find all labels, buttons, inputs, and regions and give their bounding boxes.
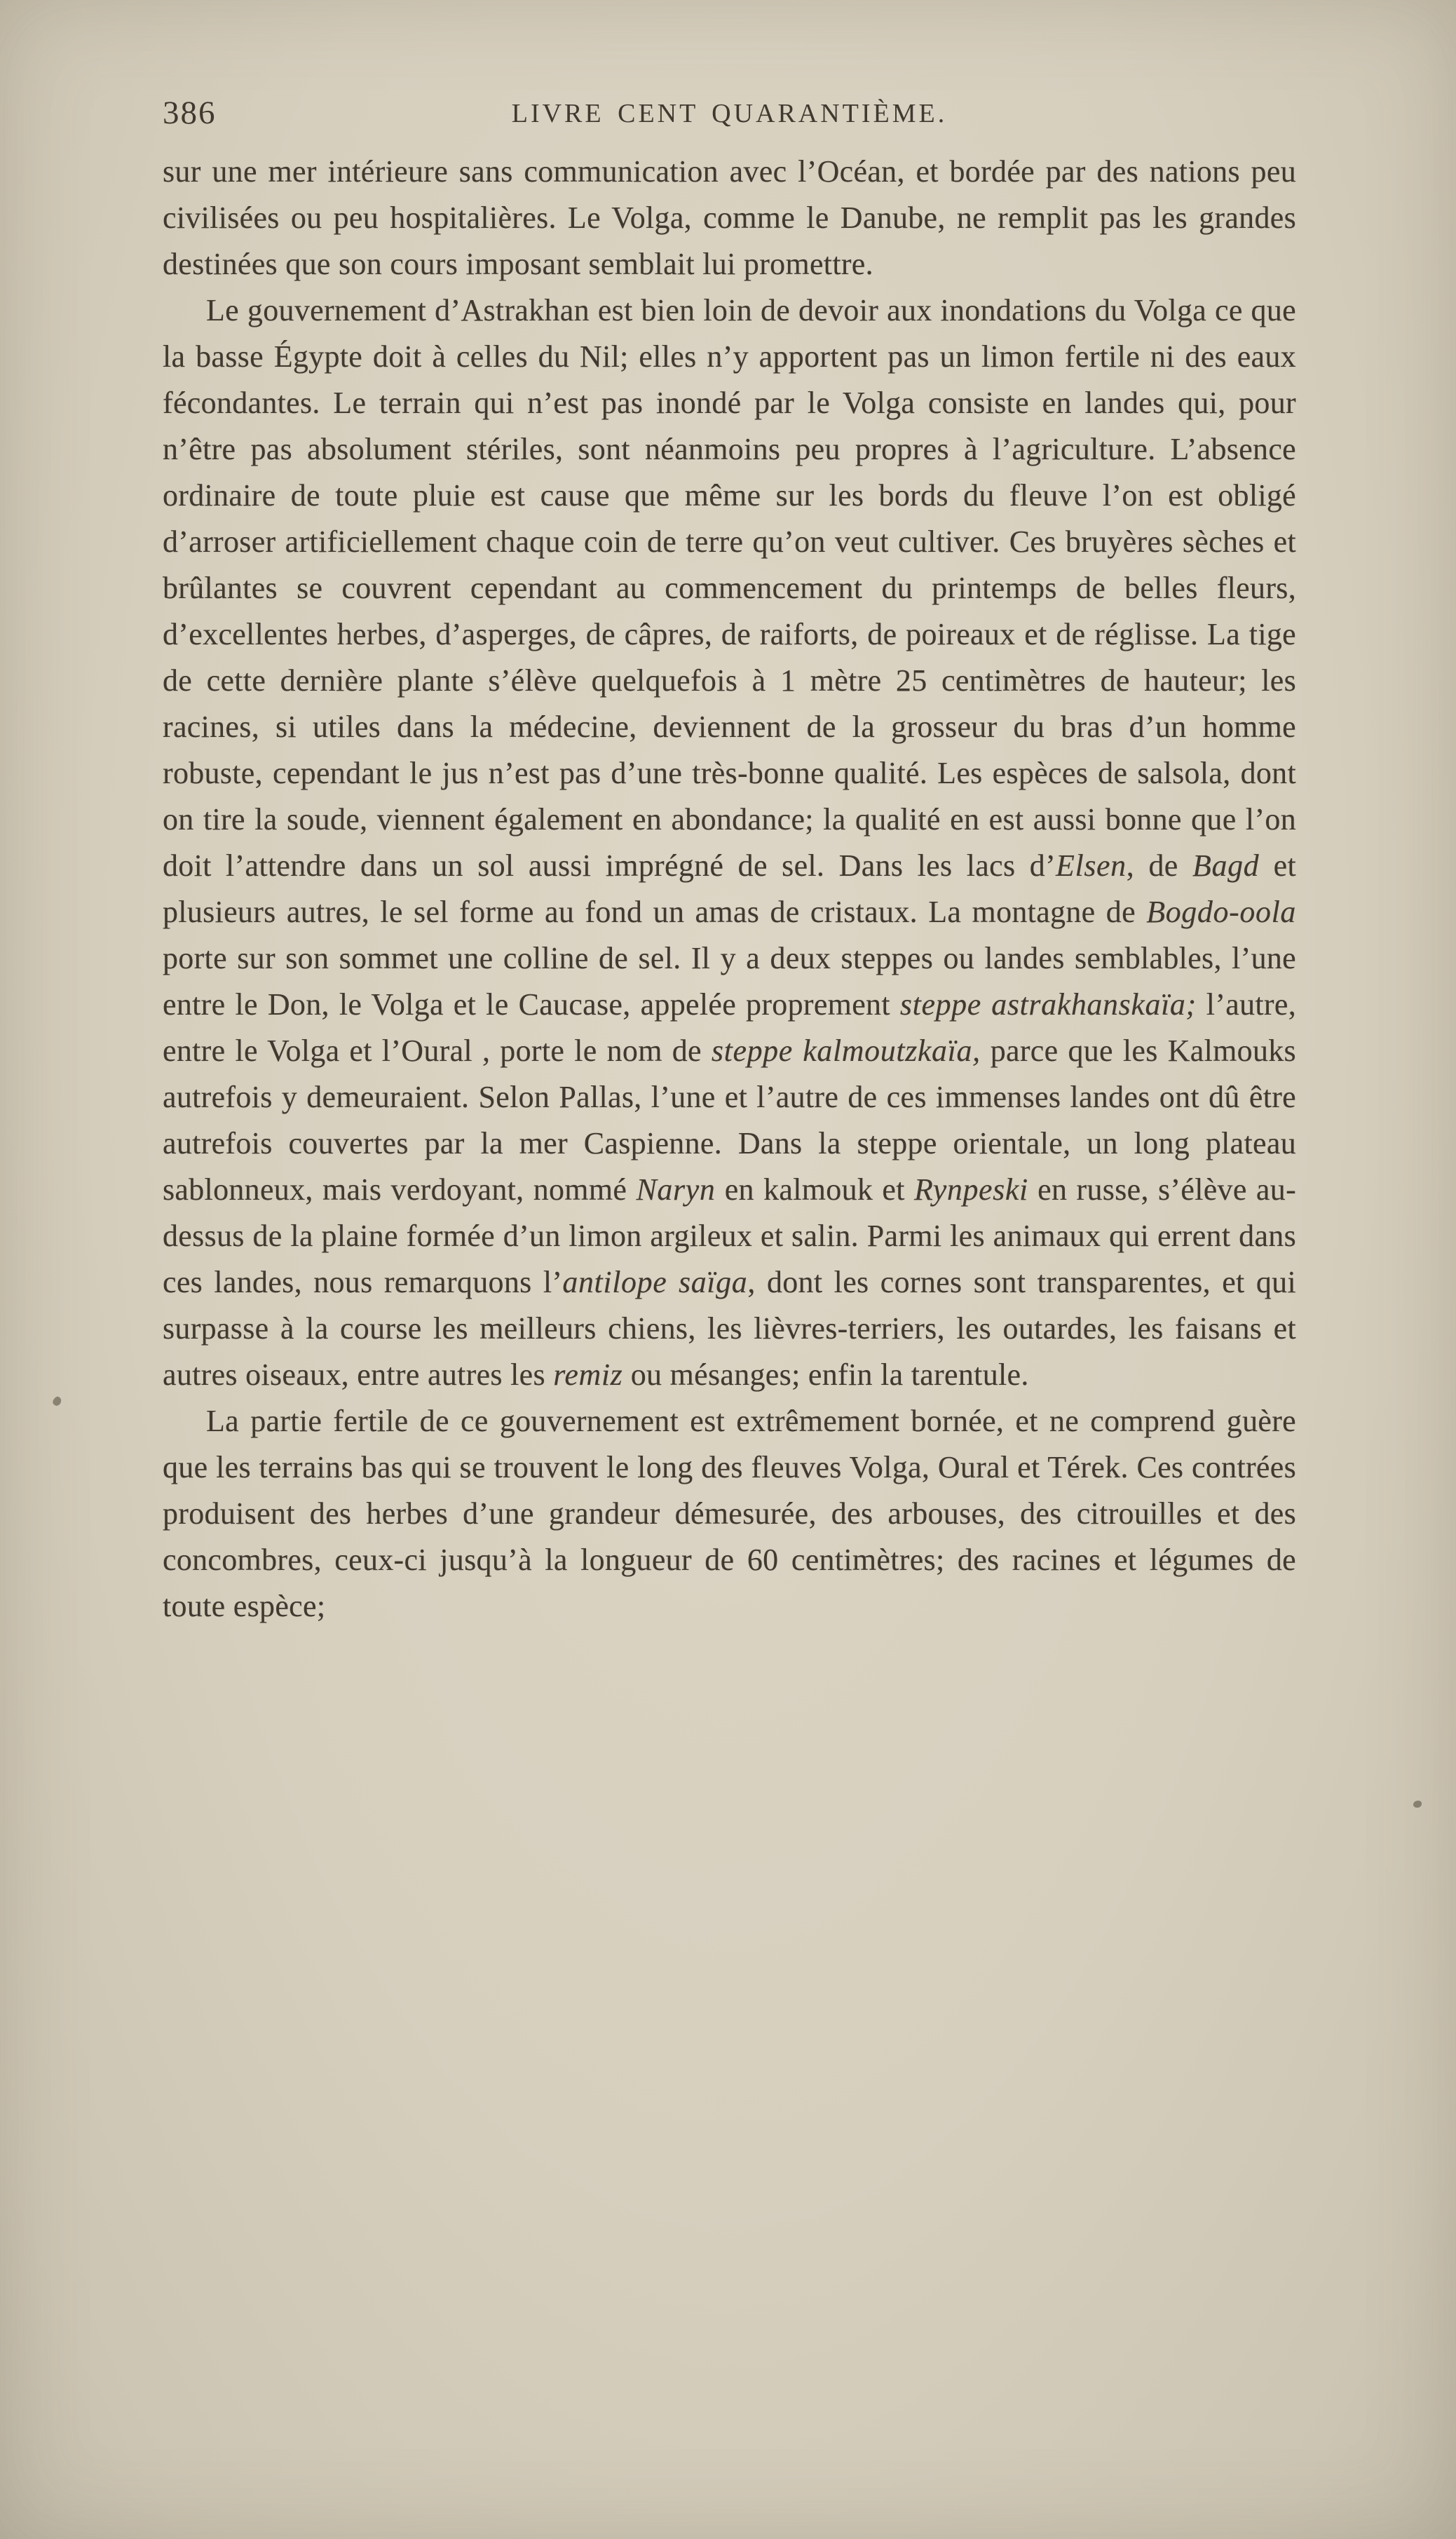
page-number: 386 bbox=[163, 95, 217, 131]
italic-run: Elsen bbox=[1056, 848, 1127, 883]
text-run: et plusieurs autres, le sel forme au fond un amas de cristaux. La montagne de bbox=[163, 848, 1297, 929]
running-header bbox=[163, 90, 1296, 139]
italic-run: remiz bbox=[553, 1357, 623, 1392]
text-run: en russe, s’élève au-dessus de la plaine formée d’un limon argileux et salin. Parmi les animaux qui errent dans ces landes, nous remarquons l’ bbox=[163, 1172, 1297, 1299]
scan-speck-left bbox=[51, 1395, 63, 1407]
italic-run: Bagd bbox=[1192, 848, 1260, 883]
text-run: ou mésanges; enfin la tarentule. bbox=[622, 1357, 1029, 1392]
text-run: , dont les cornes sont transparentes, et qui surpasse à la course les meilleurs chiens, les lièvres-terriers, les outardes, les faisans et autres oiseaux, entre autres les bbox=[163, 1265, 1296, 1392]
italic-run: steppe astrakhanskaïa; bbox=[899, 987, 1197, 1022]
italic-run: Bogdo-oola bbox=[1146, 895, 1296, 929]
scan-speck-right bbox=[1413, 1801, 1422, 1808]
text-run: Le gouvernement d’Astrakhan est bien loin de devoir aux inondations du Volga ce que la basse Égypte doit à celles du Nil; elles n’y apportent pas un limon fertile ni des eaux fécondantes. Le terrain qui n’est pas inondé par le Volga consiste en landes qui, pour n’être pas absolument stériles, sont néanmoins peu propres à l’agriculture. L’absence ordinaire de toute pluie est cause que même sur les bords du fleuve l’on est obligé d’arroser artificiellement chaque coin de terre qu’on veut cultiver. Ces bruyères sèches et brûlantes se couvrent cependant au commencement du printemps de belles fleurs, d’excellentes herbes, d’asperges, de câpres, de raiforts, de poireaux et de réglisse. La tige de cette dernière plante s’élève quelquefois à 1 mètre 25 centimètres de hauteur; les racines, si utiles dans la médecine, deviennent de la grosseur du bras d’un homme robuste, cependant le jus n’est pas d’une très-bonne qualité. Les espèces de salsola, dont on tire la soude, viennent également en abondance; la qualité en est aussi bonne que l’on doit l’attendre dans un sol aussi imprégné de sel. Dans les lacs d’ bbox=[163, 293, 1296, 883]
italic-run: steppe kalmoutzkaïa, bbox=[711, 1034, 981, 1068]
running-title: LIVRE CENT QUARANTIÈME. bbox=[511, 99, 948, 128]
paragraph bbox=[163, 1398, 1296, 1630]
text-run: l’autre, entre le Volga et l’Oural , porte le nom de bbox=[163, 987, 1297, 1068]
italic-run: Naryn bbox=[636, 1172, 716, 1207]
italic-run: antilope saïga bbox=[562, 1265, 748, 1299]
text-run: La partie fertile de ce gouvernement est extrêmement bornée, et ne comprend guère que les terrains bas qui se trouvent le long des fleuves Volga, Oural et Térek. Ces contrées produisent des herbes d’une grandeur démesurée, des arbouses, des citrouilles et des concombres, ceux-ci jusqu’à la longueur de 60 centimètres; des racines et légumes de toute espèce; bbox=[163, 1404, 1296, 1623]
text-run: sur une mer intérieure sans communication avec l’Océan, et bordée par des nations peu civilisées ou peu hospitalières. Le Volga, comme le Danube, ne remplit pas les grandes destinées que son cours imposant semblait lui promettre. bbox=[163, 154, 1296, 281]
text-run: parce que les Kalmouks autrefois y demeuraient. Selon Pallas, l’une et l’autre de ces immenses landes ont dû être autrefois couvertes par la mer Caspienne. Dans la steppe orientale, un long plateau sablonneux, mais verdoyant, nommé bbox=[163, 1034, 1296, 1207]
text-run: porte sur son sommet une colline de sel. Il y a deux steppes ou landes semblables, l’une entre le Don, le Volga et le Caucase, appelée proprement bbox=[163, 941, 1296, 1022]
italic-run: Rynpeski bbox=[914, 1172, 1028, 1207]
text-run: en kalmouk et bbox=[715, 1172, 915, 1207]
paragraph bbox=[163, 149, 1296, 287]
text-block bbox=[163, 149, 1296, 1630]
text-run: , de bbox=[1126, 848, 1192, 883]
paragraph bbox=[163, 287, 1296, 1398]
